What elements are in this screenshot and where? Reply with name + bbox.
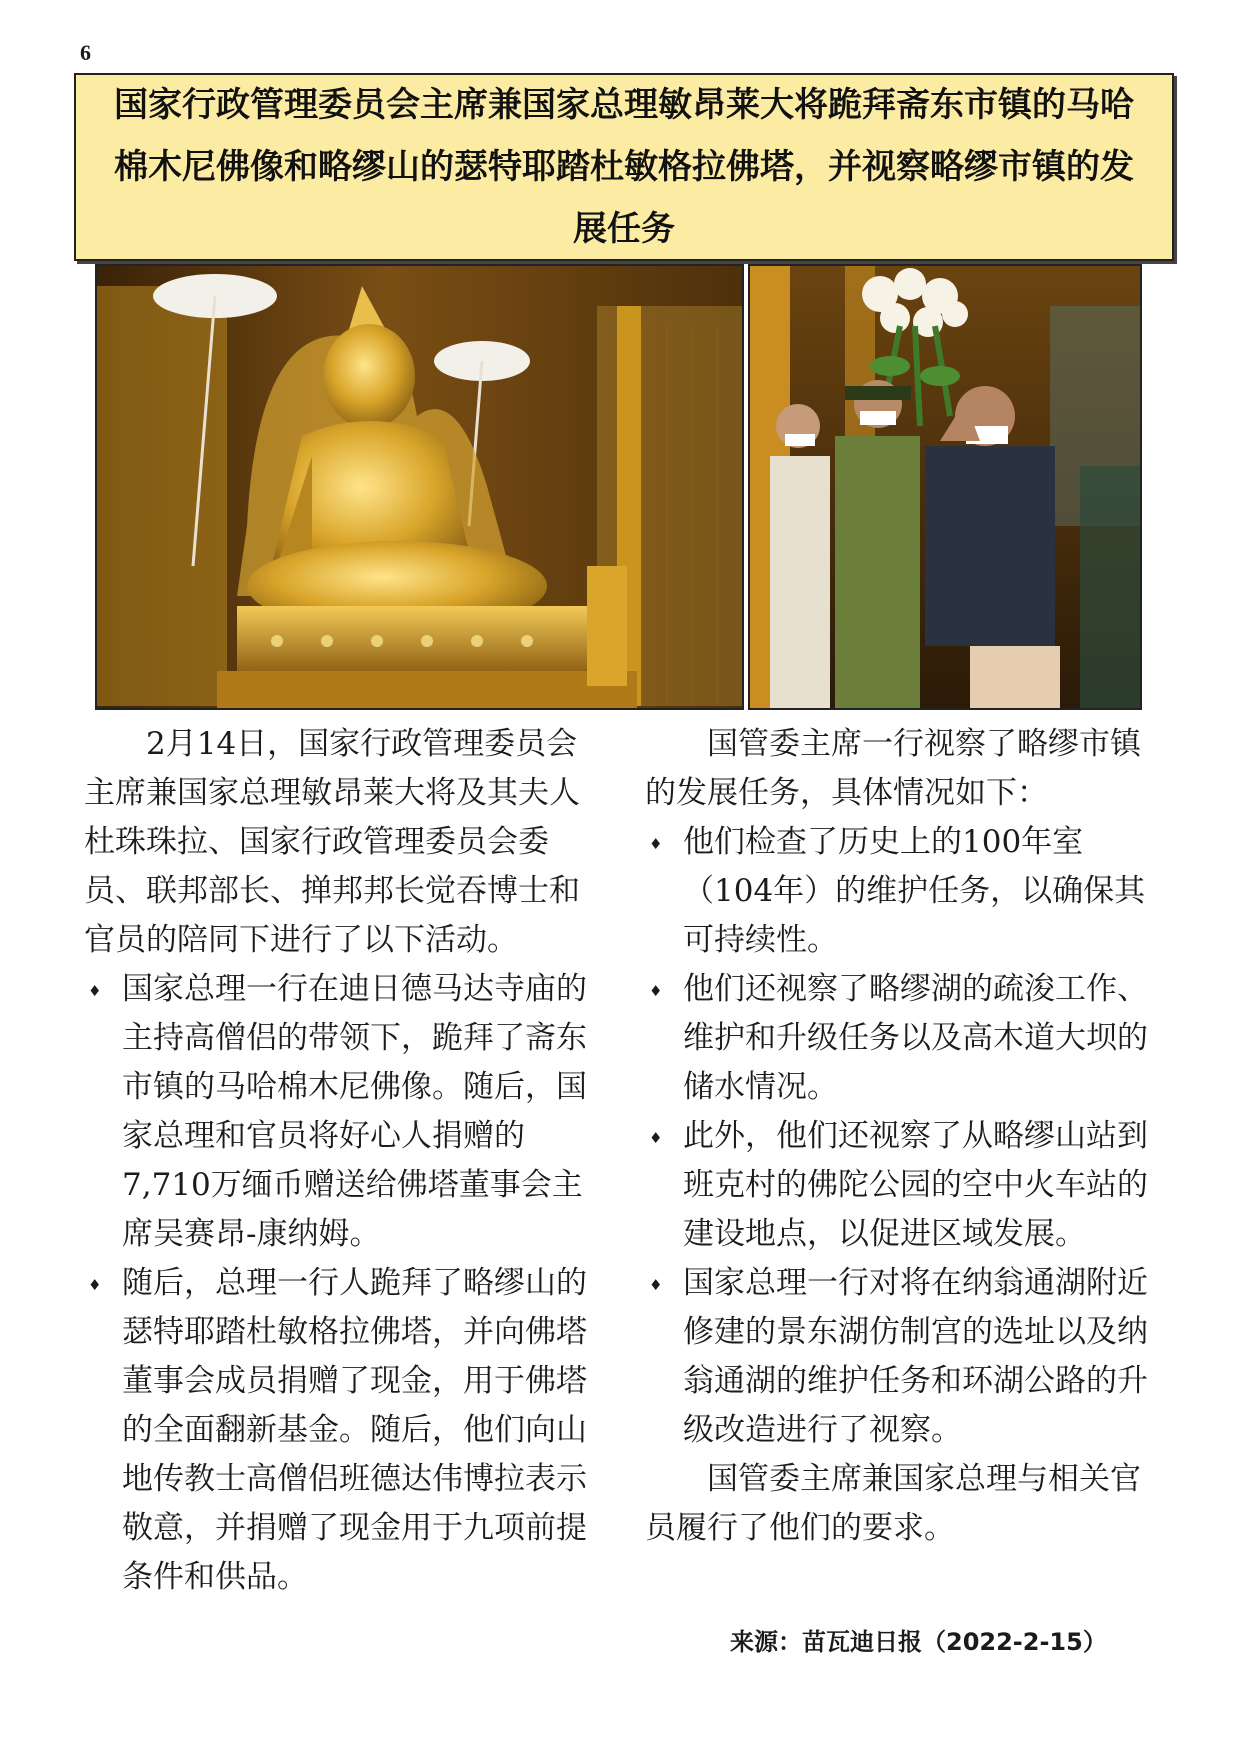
buddha-statue-photo xyxy=(95,264,744,710)
list-item-text: 此外，他们还视察了从略缪山站到班克村的佛陀公园的空中火车站的建设地点，以促进区域发展。 xyxy=(683,1118,1148,1252)
intro-paragraph: 2月14日，国家行政管理委员会主席兼国家总理敏昂莱大将及其夫人杜珠珠拉、国家行政管理委员会委员、联邦部长、掸邦邦长觉吞博士和官员的陪同下进行了以下活动。 xyxy=(84,726,580,958)
diamond-bullet-icon: ♦ xyxy=(88,982,102,1000)
activity-list xyxy=(84,965,604,1602)
list-item xyxy=(84,965,604,1259)
list-item-text: 他们检查了历史上的100年室（104年）的维护任务，以确保其可持续性。 xyxy=(683,824,1146,958)
diamond-bullet-icon: ♦ xyxy=(649,982,663,1000)
list-item-text: 他们还视察了略缪湖的疏浚工作、维护和升级任务以及高木道大坝的储水情况。 xyxy=(683,971,1148,1105)
flower-offering-photo xyxy=(748,264,1142,710)
right-column xyxy=(645,720,1165,1553)
diamond-bullet-icon: ♦ xyxy=(649,1276,663,1294)
closing-paragraph: 国管委主席兼国家总理与相关官员履行了他们的要求。 xyxy=(645,1461,1141,1546)
list-item xyxy=(84,1259,604,1602)
article-title: 国家行政管理委员会主席兼国家总理敏昂莱大将跪拜斋东市镇的马哈棉木尼佛像和略缪山的瑟特耶踏杜敏格拉佛塔，并视察略缪市镇的发展任务 xyxy=(114,85,1134,249)
list-item-text: 国家总理一行在迪日德马达寺庙的主持高僧侣的带领下，跪拜了斋东市镇的马哈棉木尼佛像。随后，国家总理和官员将好心人捐赠的7,710万缅币赠送给佛塔董事会主席吴赛昂-康纳姆。 xyxy=(122,971,587,1252)
buddha-statue-illustration xyxy=(97,266,742,708)
list-item xyxy=(645,818,1165,965)
list-item xyxy=(645,965,1165,1112)
title-box xyxy=(74,73,1174,261)
inspection-intro: 国管委主席一行视察了略缪市镇的发展任务，具体情况如下： xyxy=(645,726,1141,811)
left-column xyxy=(84,720,604,1602)
page-number: 6 xyxy=(80,40,91,65)
diamond-bullet-icon: ♦ xyxy=(88,1276,102,1294)
inspection-list xyxy=(645,818,1165,1455)
list-item xyxy=(645,1112,1165,1259)
source-credit: 来源：苗瓦迪日报（2022-2-15） xyxy=(730,1628,1107,1656)
list-item-text: 随后，总理一行人跪拜了略缪山的瑟特耶踏杜敏格拉佛塔，并向佛塔董事会成员捐赠了现金，用于佛塔的全面翻新基金。随后，他们向山地传教士高僧侣班德达伟博拉表示敬意，并捐赠了现金用于九项前提条件和供品。 xyxy=(122,1265,587,1595)
diamond-bullet-icon: ♦ xyxy=(649,1129,663,1147)
diamond-bullet-icon: ♦ xyxy=(649,835,663,853)
list-item xyxy=(645,1259,1165,1455)
list-item-text: 国家总理一行对将在纳翁通湖附近修建的景东湖仿制宫的选址以及纳翁通湖的维护任务和环湖公路的升级改造进行了视察。 xyxy=(683,1265,1148,1448)
flower-offering-illustration xyxy=(750,266,1140,708)
